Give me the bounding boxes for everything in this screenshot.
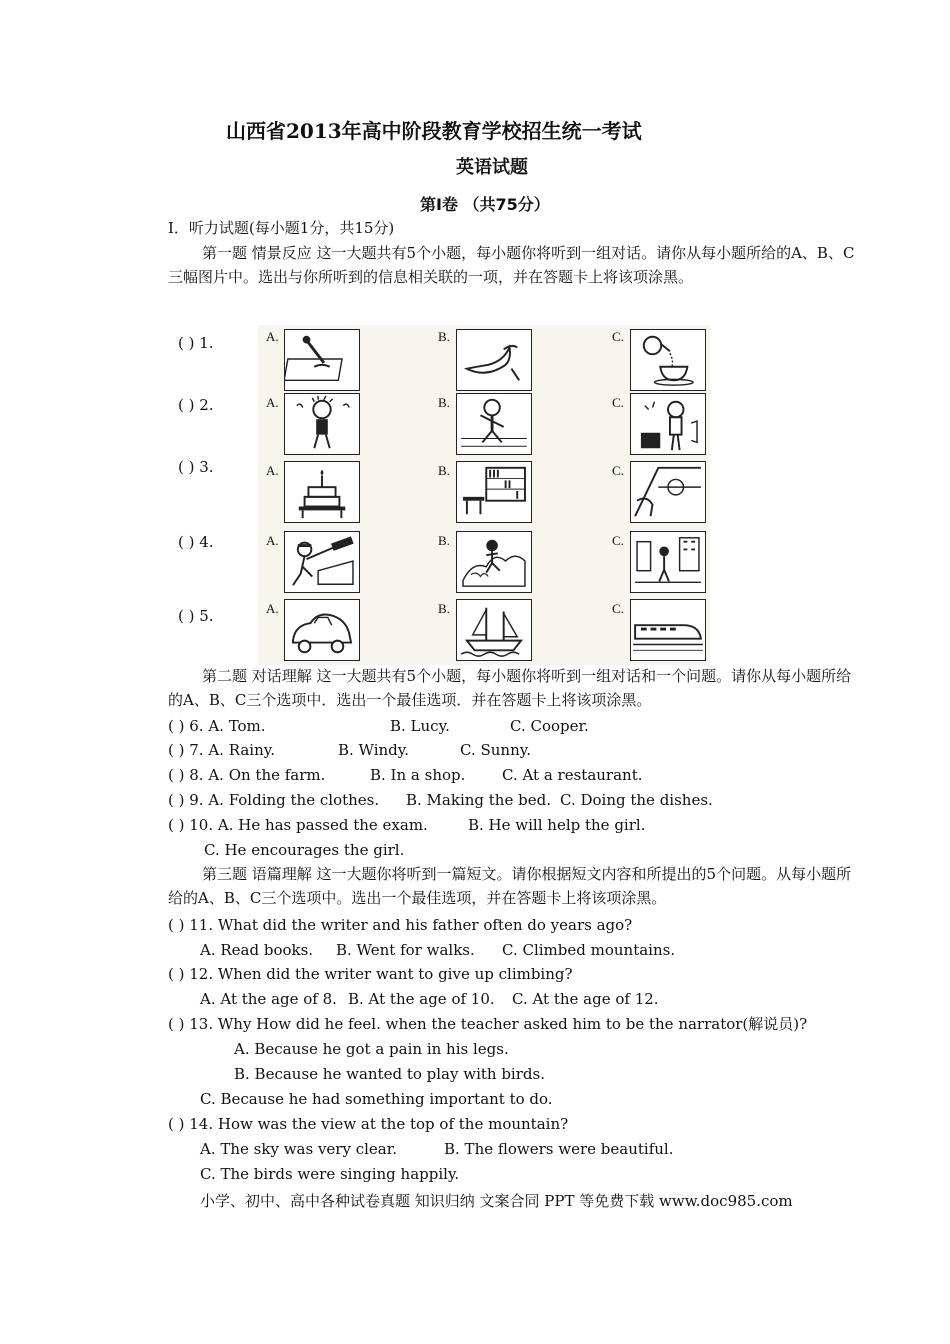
- option-letter: C.: [612, 533, 624, 548]
- car-icon[interactable]: [284, 599, 360, 661]
- question-11-a: A. Read books.: [200, 941, 314, 959]
- exam-title: 山西省2013年高中阶段教育学校招生统一考试: [226, 119, 642, 143]
- pic-question-3-num: ( ) 3.: [178, 458, 214, 476]
- question-6-a: ( ) 6. A. Tom.: [168, 717, 266, 735]
- question-6-c: C. Cooper.: [510, 717, 589, 735]
- sailing-ship-icon[interactable]: [456, 599, 532, 661]
- option-letter: C.: [612, 395, 624, 410]
- pic-question-4-num: ( ) 4.: [178, 533, 214, 551]
- question-6-b: B. Lucy.: [390, 717, 450, 735]
- question-14: ( ) 14. How was the view at the top of the mountain?: [168, 1115, 569, 1133]
- question-8-a: ( ) 8. A. On the farm.: [168, 766, 326, 784]
- banana-icon[interactable]: [456, 329, 532, 391]
- library-shelves-icon[interactable]: [456, 461, 532, 523]
- option-letter: A.: [266, 601, 279, 616]
- question-7-a: ( ) 7. A. Rainy.: [168, 741, 275, 759]
- option-letter: B.: [438, 395, 450, 410]
- question-8-b: B. In a shop.: [370, 766, 466, 784]
- question-13-a: A. Because he got a pain in his legs.: [234, 1040, 509, 1058]
- magician-icon[interactable]: [630, 393, 706, 455]
- question-11: ( ) 11. What did the writer and his father often do years ago?: [168, 916, 633, 934]
- option-letter: A.: [266, 395, 279, 410]
- option-letter: C.: [612, 601, 624, 616]
- city-walking-icon[interactable]: [630, 531, 706, 593]
- train-icon[interactable]: [630, 599, 706, 661]
- boy-running-icon[interactable]: [456, 393, 532, 455]
- question-13: ( ) 13. Why How did he feel. when the teacher asked him to be the narrator(解说员)?: [168, 1015, 808, 1033]
- climber-map-icon[interactable]: [456, 531, 532, 593]
- question-9-c: C. Doing the dishes.: [560, 791, 713, 809]
- question-8-c: C. At a restaurant.: [502, 766, 643, 784]
- question-11-c: C. Climbed mountains.: [502, 941, 676, 959]
- question-10-c: C. He encourages the girl.: [204, 841, 405, 859]
- option-letter: A.: [266, 533, 279, 548]
- option-letter: A.: [266, 329, 279, 344]
- question-14-a: A. The sky was very clear.: [200, 1140, 398, 1158]
- question-12-c: C. At the age of 12.: [512, 990, 659, 1008]
- birthday-cake-icon[interactable]: [284, 461, 360, 523]
- question-7-b: B. Windy.: [338, 741, 410, 759]
- pic-question-5-num: ( ) 5.: [178, 607, 214, 625]
- question-13-b: B. Because he wanted to play with birds.: [234, 1065, 545, 1083]
- worker-painting-icon[interactable]: [284, 531, 360, 593]
- question-10-b: B. He will help the girl.: [468, 816, 646, 834]
- option-letter: A.: [266, 463, 279, 478]
- option-letter: B.: [438, 463, 450, 478]
- part2-intro: 第二题 对话理解 这一大题共有5个小题，每小题你将听到一组对话和一个问题。请你从每小题所给的A、B、C三个选项中．选出一个最佳选项．并在答题卡上将该项涂黑。: [168, 667, 852, 709]
- volume-title: 第Ⅰ卷 （共75分）: [420, 195, 550, 214]
- question-12: ( ) 12. When did the writer want to give up climbing?: [168, 965, 573, 983]
- teapot-cup-icon[interactable]: [630, 329, 706, 391]
- pic-question-1-num: ( ) 1.: [178, 334, 214, 352]
- part3-intro: 第三题 语篇理解 这一大题你将听到一篇短文。请你根据短文内容和所提出的5个问题。从每小题所给的A、B、C三个选项中。选出一个最佳选项，并在答题卡上将该项涂黑。: [168, 865, 852, 907]
- pic-question-2-num: ( ) 2.: [178, 396, 214, 414]
- question-12-a: A. At the age of 8.: [200, 990, 337, 1008]
- sports-field-icon[interactable]: [630, 461, 706, 523]
- question-11-b: B. Went for walks.: [336, 941, 475, 959]
- question-13-c: C. Because he had something important to do.: [200, 1090, 553, 1108]
- question-14-c: C. The birds were singing happily.: [200, 1165, 460, 1183]
- picture-options-panel: [258, 325, 710, 665]
- question-14-b: B. The flowers were beautiful.: [444, 1140, 674, 1158]
- footer-text[interactable]: 小学、初中、高中各种试卷真题 知识归纳 文案合同 PPT 等免费下载 www.doc985.com: [200, 1192, 793, 1210]
- question-7-c: C. Sunny.: [460, 741, 531, 759]
- question-12-b: B. At the age of 10.: [348, 990, 495, 1008]
- boy-dancing-icon[interactable]: [284, 393, 360, 455]
- option-letter: C.: [612, 329, 624, 344]
- option-letter: C.: [612, 463, 624, 478]
- subject-title: 英语试题: [456, 157, 528, 178]
- option-letter: B.: [438, 601, 450, 616]
- knife-cutting-icon[interactable]: [284, 329, 360, 391]
- option-letter: B.: [438, 329, 450, 344]
- option-letter: B.: [438, 533, 450, 548]
- part1-intro: 第一题 情景反应 这一大题共有5个小题，每小题你将听到一组对话。请你从每小题所给的A、B、C三幅图片中。选出与你所听到的信息相关联的一项，并在答题卡上将该项涂黑。: [168, 244, 855, 286]
- question-10-a: ( ) 10. A. He has passed the exam.: [168, 816, 428, 834]
- question-9-a: ( ) 9. A. Folding the clothes.: [168, 791, 380, 809]
- question-9-b: B. Making the bed.: [406, 791, 551, 809]
- section-heading: Ⅰ．听力试题(每小题1分，共15分): [168, 219, 395, 237]
